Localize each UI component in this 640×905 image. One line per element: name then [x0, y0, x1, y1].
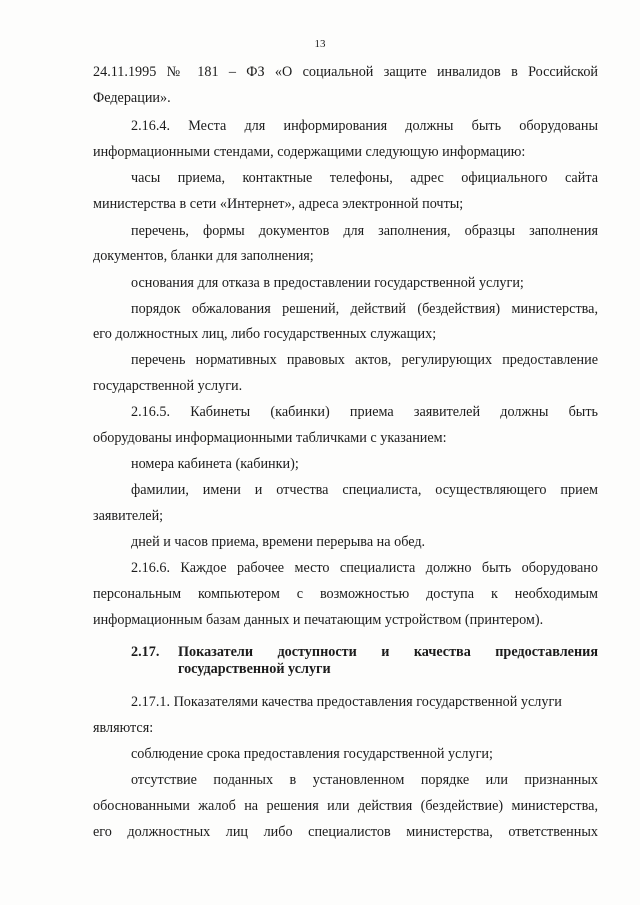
text-line: 24.11.1995 № 181 – ФЗ «О социальной защите инвалидов в Российской: [93, 64, 598, 80]
text-line: дней и часов приема, времени перерыва на обед.: [131, 534, 426, 550]
section-heading-continued: государственной услуги: [178, 661, 331, 677]
text-line: информационным базам данных и печатающим устройством (принтером).: [93, 612, 544, 628]
text-line: персональным компьютером с возможностью доступа к необходимым: [93, 586, 598, 602]
section-number: 2.17.: [131, 644, 160, 660]
text-line: основания для отказа в предоставлении государственной услуги;: [131, 275, 524, 291]
text-line: оборудованы информационными табличками с указанием:: [93, 430, 447, 446]
text-line: номера кабинета (кабинки);: [131, 456, 299, 472]
text-line: обоснованными жалоб на решения или действия (бездействие) министерства,: [93, 798, 598, 814]
text-line: его должностных лиц, либо государственных служащих;: [93, 326, 437, 342]
text-line: перечень, формы документов для заполнения, образцы заполнения: [131, 223, 598, 239]
text-line: являются:: [93, 720, 154, 736]
page-number: 13: [314, 38, 326, 50]
paragraph-2-17-1: 2.17.1. Показателями качества предоставления государственной услуги: [131, 694, 562, 710]
paragraph-2-16-6: 2.16.6. Каждое рабочее место специалиста должно быть оборудовано: [131, 560, 598, 576]
text-line: порядок обжалования решений, действий (бездействия) министерства,: [131, 301, 598, 317]
paragraph-2-16-4: 2.16.4. Места для информирования должны быть оборудованы: [131, 118, 598, 134]
text-line: Федерации».: [93, 90, 171, 106]
text-line: его должностных лиц либо специалистов министерства, ответственных: [93, 824, 598, 840]
section-heading: Показатели доступности и качества предоставления: [178, 644, 598, 660]
text-line: отсутствие поданных в установленном порядке или признанных: [131, 772, 598, 788]
text-line: министерства в сети «Интернет», адреса электронной почты;: [93, 196, 464, 212]
text-line: соблюдение срока предоставления государственной услуги;: [131, 746, 493, 762]
text-line: перечень нормативных правовых актов, регулирующих предоставление: [131, 352, 598, 368]
text-line: заявителей;: [93, 508, 164, 524]
paragraph-2-16-5: 2.16.5. Кабинеты (кабинки) приема заявителей должны быть: [131, 404, 598, 420]
text-line: информационными стендами, содержащими следующую информацию:: [93, 144, 526, 160]
text-line: государственной услуги.: [93, 378, 243, 394]
text-line: часы приема, контактные телефоны, адрес официального сайта: [131, 170, 598, 186]
text-line: документов, бланки для заполнения;: [93, 248, 314, 264]
text-line: фамилии, имени и отчества специалиста, осуществляющего прием: [131, 482, 598, 498]
